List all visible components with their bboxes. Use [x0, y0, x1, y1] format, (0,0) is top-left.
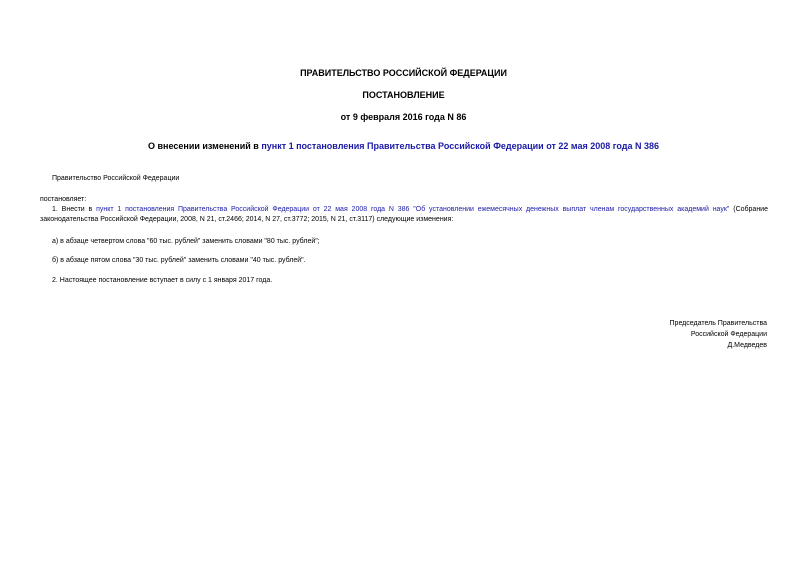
- signature-name: Д.Медведев: [727, 342, 767, 349]
- signature-block: [670, 318, 767, 351]
- item-1-paragraph: [40, 205, 768, 225]
- document-type-heading: ПОСТАНОВЛЕНИЕ: [362, 90, 445, 100]
- title-prefix: О внесении изменений в: [148, 141, 262, 151]
- item-b-paragraph: б) в абзаце пятом слова "30 тыс. рублей" заменить словами "40 тыс. рублей".: [52, 257, 306, 264]
- signature-position-line-1: Председатель Правительства: [669, 320, 767, 327]
- authority-heading: ПРАВИТЕЛЬСТВО РОССИЙСКОЙ ФЕДЕРАЦИИ: [300, 68, 507, 78]
- item-a-paragraph: а) в абзаце четвертом слова "60 тыс. рублей" заменить словами "80 тыс. рублей";: [52, 238, 320, 245]
- title-link[interactable]: пункт 1 постановления Правительства Российской Федерации от 22 мая 2008 года N 386: [261, 141, 659, 151]
- document-title: [0, 141, 807, 152]
- item-1-suffix: (Собрание законодательства Российской Федерации, 2008, N 21, ст.2466; 2014, N 27, ст.3772; 2015, N 21, ст.3117) следующие изменения:: [40, 206, 768, 223]
- item-1-prefix: 1. Внести в: [52, 206, 97, 213]
- decides-text: постановляет:: [40, 196, 87, 203]
- item-1-link[interactable]: пункт 1 постановления Правительства Российской Федерации от 22 мая 2008 года N 386 "Об установлении ежемесячных денежных выплат членам государственных академий наук": [96, 206, 730, 213]
- signature-position-line-2: Российской Федерации: [690, 331, 767, 338]
- date-number-heading: от 9 февраля 2016 года N 86: [340, 112, 467, 122]
- issuer-text: Правительство Российской Федерации: [52, 175, 180, 182]
- item-2-paragraph: 2. Настоящее постановление вступает в силу с 1 января 2017 года.: [52, 277, 273, 284]
